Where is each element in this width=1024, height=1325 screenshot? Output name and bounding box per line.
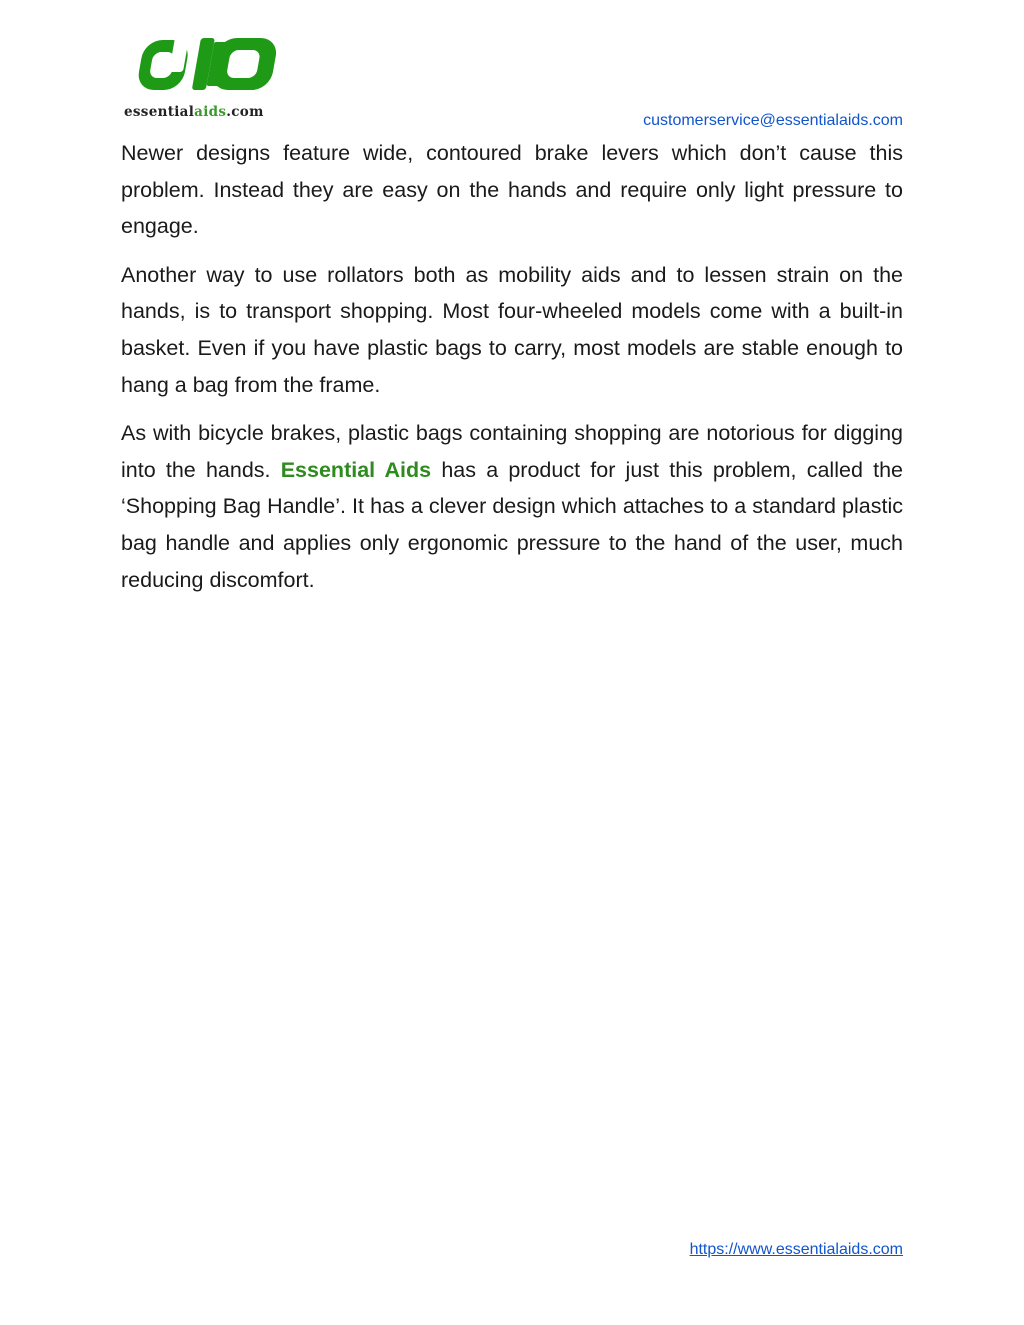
paragraph-transport-shopping: Another way to use rollators both as mobility aids and to lessen strain on the hands, is to transport shopping. Most four-wheeled models come with a built-in basket. Even if you have plastic bags to carry, most models are stable enough to hang a bag from the frame. (121, 262, 903, 397)
essentialaids-logo (122, 32, 297, 124)
logo-mark-icon (122, 32, 282, 94)
article-body (121, 135, 903, 610)
website-url-link[interactable]: https://www.essentialaids.com (689, 1241, 903, 1258)
paragraph-3-text-start: As with bicycle brakes, plastic bags containing shopping are notorious for digging into the hands. (121, 421, 903, 482)
paragraph-brake-levers: Newer designs feature wide, contoured brake levers which don’t cause this problem. Instead they are easy on the hands and require only light pressure to engage. (121, 141, 903, 239)
paragraph-3-text-end: has a product for just this problem, called the ‘Shopping Bag Handle’. It has a clever design which attaches to a standard plastic bag handle and applies only ergonomic pressure to the hand of the user, much reducing discomfort. (121, 457, 903, 592)
paragraph-shopping-bag-handle (121, 415, 903, 598)
brand-name-essential-aids: Essential Aids (280, 457, 432, 482)
logo-wordmark: essentialaids.com (124, 104, 264, 120)
customer-service-email-link[interactable]: customerservice@essentialaids.com (643, 112, 903, 129)
